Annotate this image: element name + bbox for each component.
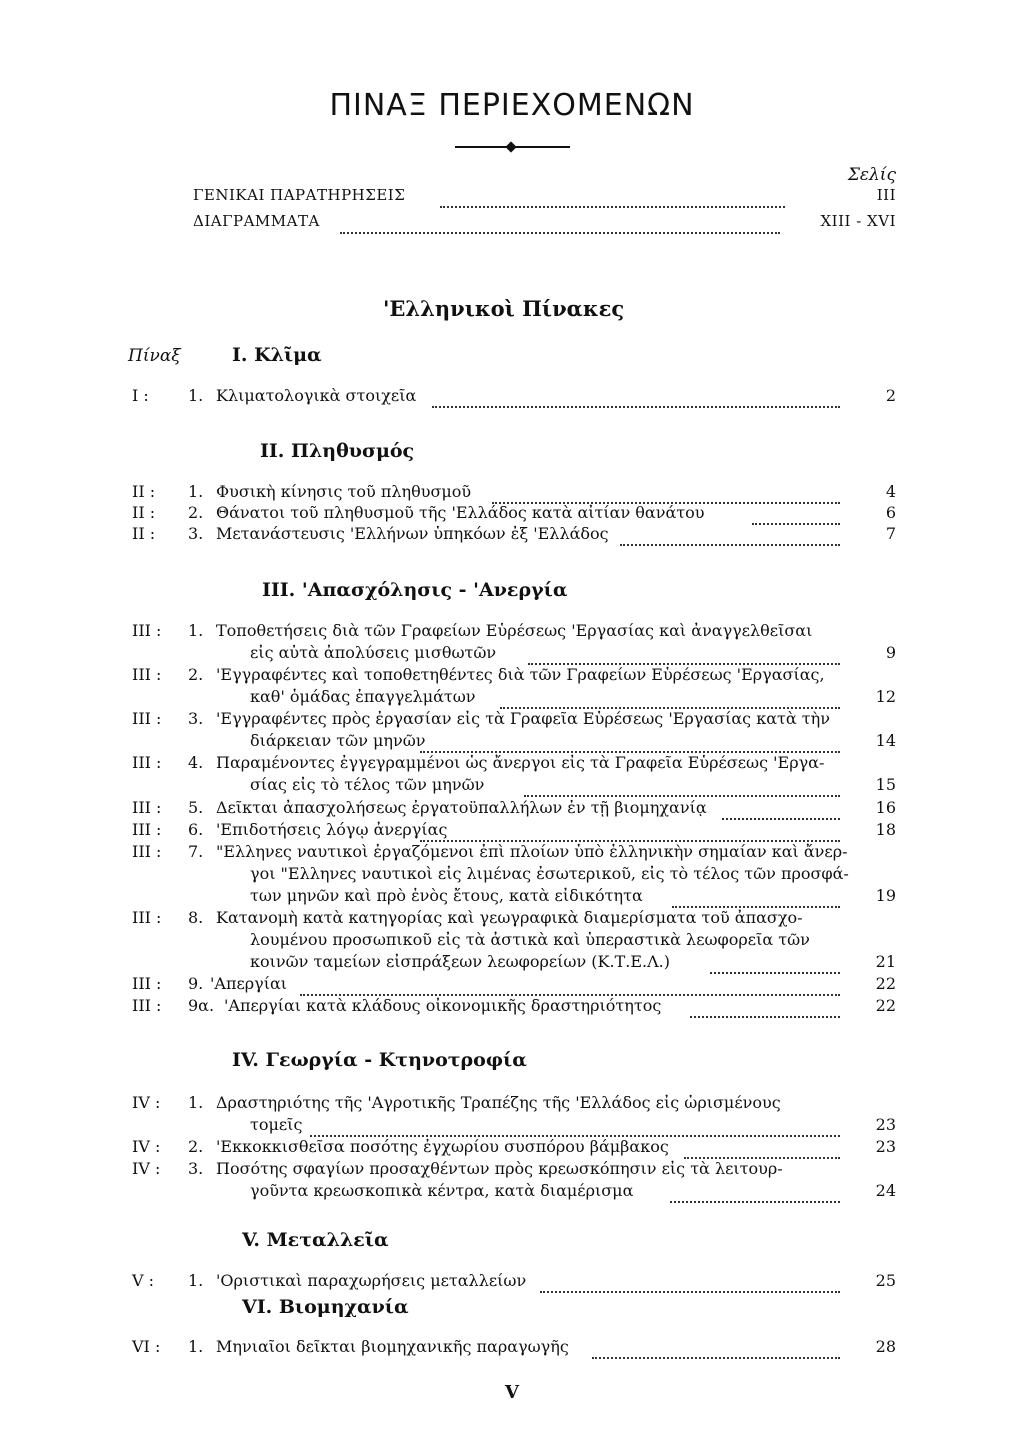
entry-text: Τοποθετήσεις διὰ τῶν Γραφείων Εὑρέσεως 'Εργασίας καὶ ἀναγγελθεῖσαι [216, 621, 813, 640]
entry-text-continued: γοῦντα κρεωσκοπικὰ κέντρα, κατὰ διαμέρισμα [250, 1181, 634, 1200]
item-number: 2. [188, 1137, 204, 1156]
section-heading-mines: V. Μεταλλεῖα [242, 1229, 389, 1251]
entry-page: 2 [885, 386, 896, 405]
entry-page: 23 [875, 1137, 896, 1156]
table-number: VI : [132, 1337, 161, 1356]
table-number: III : [132, 798, 162, 817]
item-number: 1. [188, 621, 204, 640]
entry-page: 25 [875, 1271, 896, 1290]
table-column-label: Πίναξ [128, 346, 181, 366]
leader-dots [620, 534, 840, 553]
table-number: III : [132, 820, 162, 839]
table-number: II : [132, 524, 156, 543]
entry-text: Φυσικὴ κίνησις τοῦ πληθυσμοῦ [216, 482, 472, 501]
entry-page: 24 [875, 1181, 896, 1200]
table-number: IV : [132, 1159, 161, 1178]
leader-dots [340, 222, 780, 241]
table-number: IV : [132, 1137, 161, 1156]
diagrams-label: ΔΙΑΓΡΑΜΜΑΤΑ [193, 212, 320, 230]
item-number: 1. [188, 1271, 204, 1290]
entry-page: 15 [875, 775, 896, 794]
table-number: I : [132, 386, 149, 405]
table-number: III : [132, 665, 162, 684]
entry-text: 'Εκκοκκισθεῖσα ποσότης ἐγχωρίου συσπόρου βάμβακος [216, 1137, 669, 1156]
entry-text-continued: των μηνῶν καὶ πρὸ ἑνὸς ἔτους, κατὰ εἰδικότητα [250, 886, 643, 905]
table-number: III : [132, 996, 162, 1015]
item-number: 3. [188, 524, 204, 543]
item-number: 3. [188, 709, 204, 728]
entry-page: 19 [875, 886, 896, 905]
entry-text: 'Εγγραφέντες καὶ τοποθετηθέντες διὰ τῶν Γραφείων Εὑρέσεως 'Εργασίας, [216, 665, 825, 684]
entry-text: 'Οριστικαὶ παραχωρήσεις μεταλλείων [216, 1271, 527, 1290]
entry-text-continued: τομεῖς [250, 1115, 303, 1134]
table-number: IV : [132, 1093, 161, 1112]
entry-page: 18 [875, 820, 896, 839]
greek-tables-heading: 'Ελληνικοὶ Πίνακες [383, 296, 625, 321]
entry-text: 'Απεργίαι [210, 974, 288, 993]
entry-page: 16 [875, 798, 896, 817]
table-number: III : [132, 709, 162, 728]
entry-text: Κατανομὴ κατὰ κατηγορίας καὶ γεωγραφικὰ διαμερίσματα τοῦ ἀπασχο- [216, 908, 803, 927]
entry-page: 7 [885, 524, 896, 543]
table-number: III : [132, 974, 162, 993]
page-column-label: Σελίς [847, 165, 896, 185]
item-number: 4. [188, 753, 204, 772]
entry-text-continued: καθ' ὁμάδας ἐπαγγελμάτων [250, 687, 476, 706]
section-heading-industry: VI. Βιομηχανία [242, 1296, 409, 1318]
entry-text: Μηνιαῖοι δεῖκται βιομηχανικῆς παραγωγῆς [216, 1337, 569, 1356]
item-number: 2. [188, 665, 204, 684]
entry-text-continued: λουμένου προσωπικοῦ εἰς τὰ ἀστικὰ καὶ ὑπεραστικὰ λεωφορεῖα τῶν [250, 930, 810, 949]
entry-text-continued: γοι "Ελληνες ναυτικοὶ εἰς λιμένας ἐσωτερικοῦ, εἰς τὸ τέλος τῶν προσφά- [250, 864, 849, 883]
entry-page: 9 [885, 643, 896, 662]
entry-text: Μετανάστευσις 'Ελλήνων ὑπηκόων ἐξ 'Ελλάδος [216, 524, 609, 543]
item-number: 1. [188, 386, 204, 405]
entry-text-continued: σίας εἰς τὸ τέλος τῶν μηνῶν [250, 775, 485, 794]
entry-text: 'Απεργίαι κατὰ κλάδους οἰκονομικῆς δραστηριότητος [224, 996, 662, 1015]
item-number: 9. [188, 974, 204, 993]
leader-dots [432, 396, 840, 415]
section-heading-agriculture: IV. Γεωργία - Κτηνοτροφία [232, 1049, 527, 1071]
leader-dots [540, 1281, 840, 1300]
entry-page: 6 [885, 503, 896, 522]
entry-text: Δραστηριότης τῆς 'Αγροτικῆς Τραπέζης τῆς 'Ελλάδος εἰς ὡρισμένους [216, 1093, 781, 1112]
item-number: 9α. [188, 996, 215, 1015]
item-number: 6. [188, 820, 204, 839]
section-heading-employment: III. 'Απασχόλησις - 'Ανεργία [262, 579, 568, 601]
leader-dots [440, 196, 785, 215]
entry-text: Κλιματολογικὰ στοιχεῖα [216, 386, 417, 405]
item-number: 2. [188, 503, 204, 522]
leader-dots [592, 1347, 840, 1366]
item-number: 7. [188, 842, 204, 861]
item-number: 1. [188, 482, 204, 501]
entry-page: 14 [875, 731, 896, 750]
page-number-footer: V [505, 1382, 519, 1403]
entry-text-continued: εἰς αὐτὰ ἀπολύσεις μισθωτῶν [250, 643, 497, 662]
entry-text: 'Εγγραφέντες πρὸς ἐργασίαν εἰς τὰ Γραφεῖα Εὑρέσεως 'Εργασίας κατὰ τὴν [216, 709, 830, 728]
entry-page: 22 [875, 996, 896, 1015]
entry-text: Παραμένοντες ἐγγεγραμμένοι ὡς ἄνεργοι εἰς τὰ Γραφεῖα Εὑρέσεως 'Εργα- [216, 753, 825, 772]
general-remarks-page: III [876, 186, 896, 204]
item-number: 5. [188, 798, 204, 817]
table-number: V : [132, 1271, 155, 1290]
entry-page: 23 [875, 1115, 896, 1134]
item-number: 1. [188, 1337, 204, 1356]
diagrams-page: XIII - XVI [820, 212, 896, 230]
table-number: III : [132, 908, 162, 927]
section-heading-population: II. Πληθυσμός [260, 440, 415, 462]
entry-page: 4 [885, 482, 896, 501]
entry-text: 'Επιδοτήσεις λόγῳ ἀνεργίας [216, 820, 448, 839]
entry-page: 12 [875, 687, 896, 706]
entry-page: 28 [875, 1337, 896, 1356]
entry-text: Δεῖκται ἀπασχολήσεως ἐργατοϋπαλλήλων ἐν τῇ βιομηχανίᾳ [216, 798, 707, 817]
table-number: III : [132, 753, 162, 772]
title-ornament [455, 146, 570, 148]
leader-dots [690, 1006, 840, 1025]
item-number: 8. [188, 908, 204, 927]
entry-text: Ποσότης σφαγίων προσαχθέντων πρὸς κρεωσκόπησιν εἰς τὰ λειτουρ- [216, 1159, 783, 1178]
table-number: III : [132, 842, 162, 861]
item-number: 3. [188, 1159, 204, 1178]
table-number: II : [132, 482, 156, 501]
general-remarks-label: ΓΕΝΙΚΑΙ ΠΑΡΑΤΗΡΗΣΕΙΣ [193, 186, 406, 204]
table-number: III : [132, 621, 162, 640]
entry-text-continued: κοινῶν ταμείων εἰσπράξεων λεωφορείων (Κ.Τ.Ε.Λ.) [250, 952, 670, 971]
page-title: ΠΙΝΑΞ ΠΕΡΙΕΧΟΜΕΝΩΝ [329, 88, 695, 123]
entry-text: "Ελληνες ναυτικοὶ ἐργαζόμενοι ἐπὶ πλοίων ὑπὸ ἑλληνικὴν σημαίαν καὶ ἄνερ- [216, 842, 848, 861]
leader-dots [752, 513, 840, 532]
leader-dots [722, 808, 840, 827]
section-heading-climate: I. Κλῖμα [232, 344, 322, 366]
item-number: 1. [188, 1093, 204, 1112]
entry-page: 21 [875, 952, 896, 971]
entry-page: 22 [875, 974, 896, 993]
entry-text: Θάνατοι τοῦ πληθυσμοῦ τῆς 'Ελλάδος κατὰ αἰτίαν θανάτου [216, 503, 705, 522]
entry-text-continued: διάρκειαν τῶν μηνῶν [250, 731, 426, 750]
leader-dots [670, 1191, 840, 1210]
leader-dots [710, 962, 840, 981]
table-number: II : [132, 503, 156, 522]
